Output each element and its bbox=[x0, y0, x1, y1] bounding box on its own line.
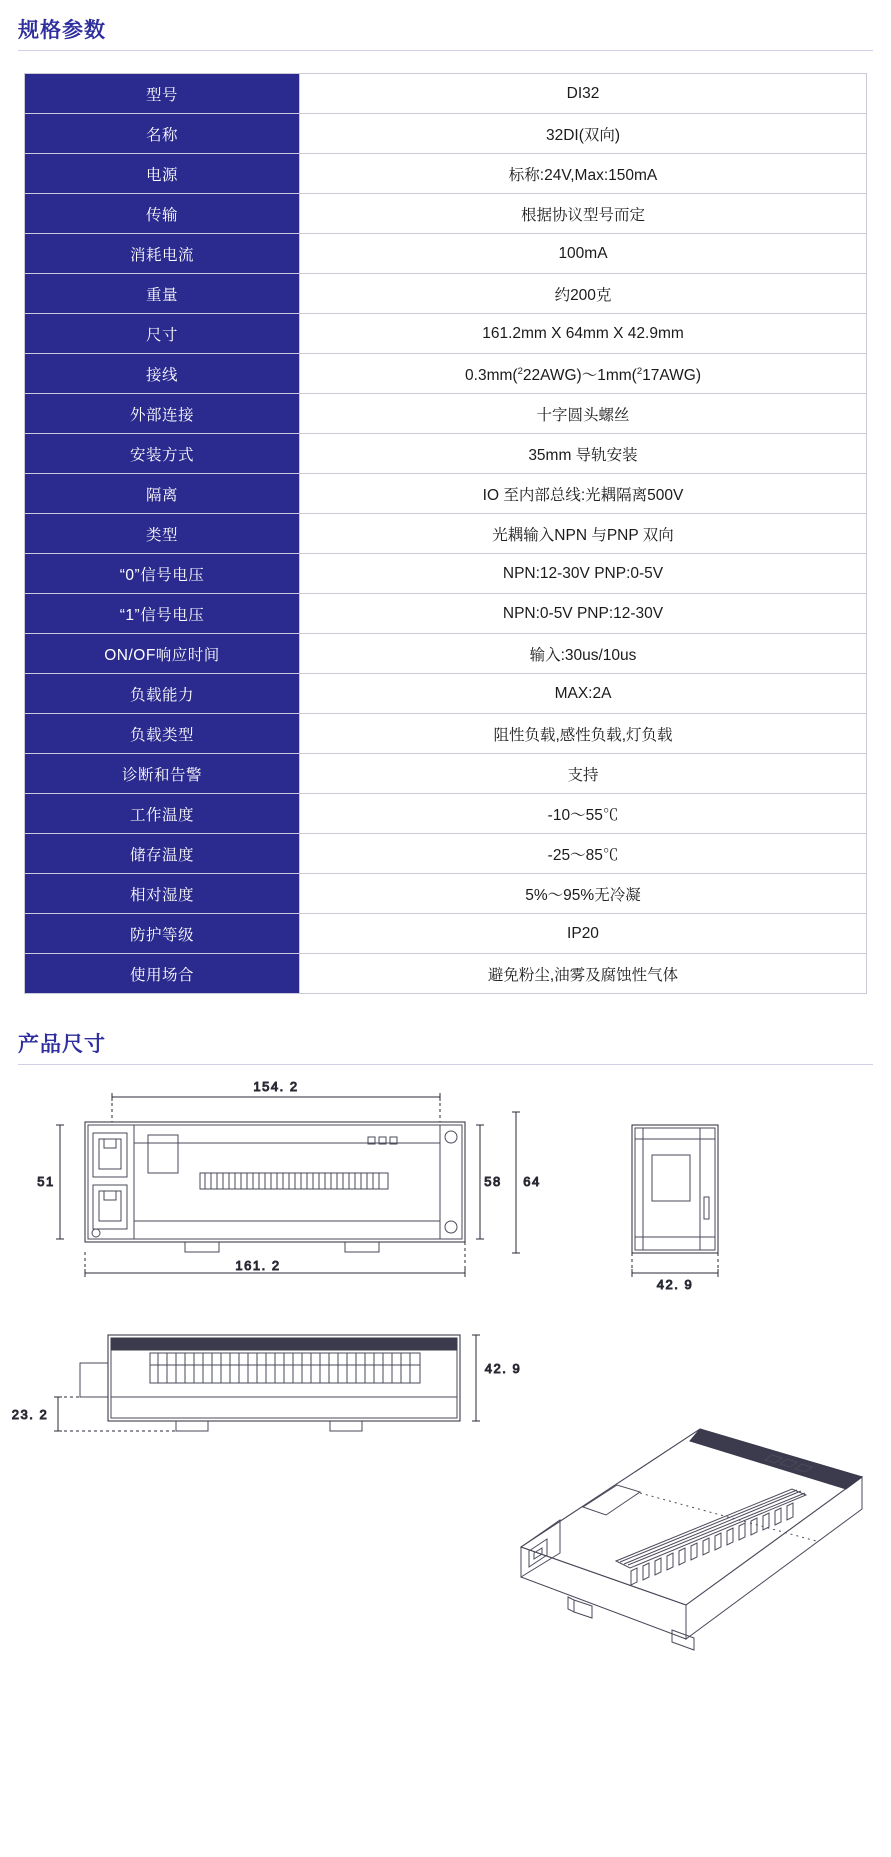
spec-key: 重量 bbox=[25, 274, 300, 314]
spec-key: 隔离 bbox=[25, 474, 300, 514]
spec-value: 5%～95%无冷凝 bbox=[300, 874, 867, 914]
front-view-drawing bbox=[12, 1335, 521, 1431]
table-row bbox=[25, 794, 867, 834]
table-row bbox=[25, 274, 867, 314]
spec-key: 安装方式 bbox=[25, 434, 300, 474]
spec-key: 工作温度 bbox=[25, 794, 300, 834]
spec-key: 尺寸 bbox=[25, 314, 300, 354]
spec-value: 根据协议型号而定 bbox=[300, 194, 867, 234]
spec-key: 诊断和告警 bbox=[25, 754, 300, 794]
spec-key: 负载类型 bbox=[25, 714, 300, 754]
table-row bbox=[25, 634, 867, 674]
spec-value: 0.3mm($^2$22AWG)～1mm($^2$17AWG) bbox=[300, 354, 867, 394]
spec-value: IP20 bbox=[300, 914, 867, 954]
dimensions-section-title: 产品尺寸 bbox=[18, 1033, 106, 1056]
table-row bbox=[25, 914, 867, 954]
spec-key: 接线 bbox=[25, 354, 300, 394]
spec-section-title: 规格参数 bbox=[18, 19, 106, 42]
table-row bbox=[25, 554, 867, 594]
dim-top-view-left-height: 51 bbox=[37, 1174, 55, 1189]
spec-value: 阻性负载,感性负载,灯负载 bbox=[300, 714, 867, 754]
table-row bbox=[25, 434, 867, 474]
spec-key: 使用场合 bbox=[25, 954, 300, 994]
table-row bbox=[25, 834, 867, 874]
spec-value: DI32 bbox=[300, 74, 867, 114]
table-row bbox=[25, 74, 867, 114]
top-view-drawing bbox=[37, 1079, 540, 1277]
spec-key: “0”信号电压 bbox=[25, 554, 300, 594]
dim-top-view-outer-height: 64 bbox=[523, 1174, 541, 1189]
spec-value: 约200克 bbox=[300, 274, 867, 314]
spec-value: -10～55℃ bbox=[300, 794, 867, 834]
dim-front-view-height: 42. 9 bbox=[484, 1361, 522, 1376]
spec-table-wrapper bbox=[0, 51, 891, 994]
table-row bbox=[25, 514, 867, 554]
spec-key: 外部连接 bbox=[25, 394, 300, 434]
table-row bbox=[25, 154, 867, 194]
table-row bbox=[25, 114, 867, 154]
spec-value: MAX:2A bbox=[300, 674, 867, 714]
dim-side-view-depth: 42. 9 bbox=[656, 1277, 694, 1292]
table-row bbox=[25, 314, 867, 354]
table-row bbox=[25, 874, 867, 914]
spec-key: 电源 bbox=[25, 154, 300, 194]
isometric-view-drawing bbox=[521, 1429, 862, 1650]
dim-top-view-width: 154. 2 bbox=[253, 1079, 299, 1094]
spec-value: IO 至内部总线:光耦隔离500V bbox=[300, 474, 867, 514]
spec-table-body bbox=[25, 74, 867, 994]
dimensions-section-divider bbox=[18, 1064, 873, 1065]
table-row bbox=[25, 754, 867, 794]
spec-key: 负载能力 bbox=[25, 674, 300, 714]
spec-key: 传输 bbox=[25, 194, 300, 234]
dim-top-view-right-height: 58 bbox=[484, 1174, 502, 1189]
table-row bbox=[25, 954, 867, 994]
spec-table bbox=[24, 73, 867, 994]
table-row bbox=[25, 594, 867, 634]
spec-value: 32DI(双向) bbox=[300, 114, 867, 154]
dimension-drawings bbox=[0, 1077, 891, 1667]
spec-key: 名称 bbox=[25, 114, 300, 154]
table-row bbox=[25, 394, 867, 434]
table-row bbox=[25, 714, 867, 754]
table-row bbox=[25, 234, 867, 274]
spec-value: 35mm 导轨安装 bbox=[300, 434, 867, 474]
spec-section-header bbox=[0, 0, 891, 51]
spec-value: NPN:12-30V PNP:0-5V bbox=[300, 554, 867, 594]
spec-value: 避免粉尘,油雾及腐蚀性气体 bbox=[300, 954, 867, 994]
spec-value: 161.2mm X 64mm X 42.9mm bbox=[300, 314, 867, 354]
spec-value: -25～85℃ bbox=[300, 834, 867, 874]
spec-key: 消耗电流 bbox=[25, 234, 300, 274]
spec-key: 类型 bbox=[25, 514, 300, 554]
dim-top-view-total-width: 161. 2 bbox=[235, 1258, 281, 1273]
dim-front-view-base-height: 23. 2 bbox=[11, 1407, 49, 1422]
spec-key: 相对湿度 bbox=[25, 874, 300, 914]
spec-value: 100mA bbox=[300, 234, 867, 274]
spec-value: 输入:30us/10us bbox=[300, 634, 867, 674]
spec-value: NPN:0-5V PNP:12-30V bbox=[300, 594, 867, 634]
table-row bbox=[25, 674, 867, 714]
side-view-drawing bbox=[632, 1125, 718, 1292]
spec-value: 十字圆头螺丝 bbox=[300, 394, 867, 434]
table-row bbox=[25, 474, 867, 514]
dimension-drawings-svg bbox=[0, 1077, 891, 1667]
spec-key: ON/OF响应时间 bbox=[25, 634, 300, 674]
spec-value: 支持 bbox=[300, 754, 867, 794]
spec-value: 光耦输入NPN 与PNP 双向 bbox=[300, 514, 867, 554]
spec-key: “1”信号电压 bbox=[25, 594, 300, 634]
spec-key: 防护等级 bbox=[25, 914, 300, 954]
table-row bbox=[25, 194, 867, 234]
spec-value: 标称:24V,Max:150mA bbox=[300, 154, 867, 194]
table-row bbox=[25, 354, 867, 394]
spec-key: 储存温度 bbox=[25, 834, 300, 874]
spec-key: 型号 bbox=[25, 74, 300, 114]
dimensions-section-header bbox=[0, 994, 891, 1065]
